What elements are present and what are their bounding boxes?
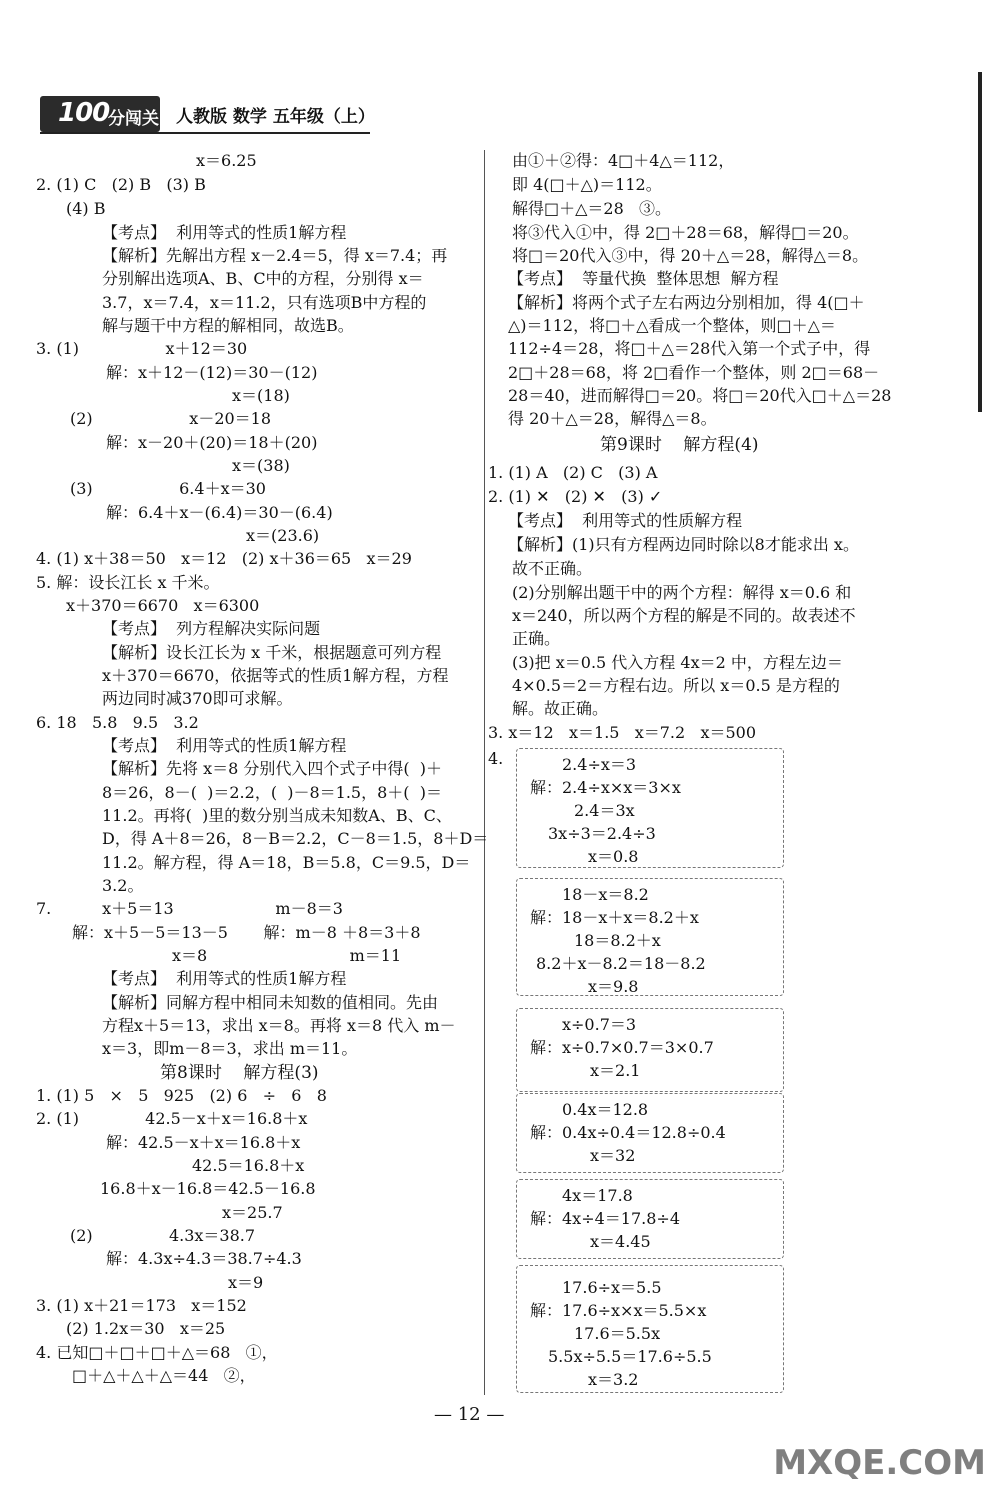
text-line: x＝(23.6) xyxy=(246,526,320,545)
text-line: 解：x＋5－5＝13－5 解：m－8 ＋8＝3＋8 xyxy=(72,923,421,942)
text-line: (2) x－20＝18 xyxy=(70,409,272,428)
page-header xyxy=(40,96,380,132)
solution-box xyxy=(516,748,784,868)
text-line: x＝240，所以两个方程的解是不同的。故表述不 xyxy=(512,606,856,625)
text-line: 解得□＋△＝28 ③。 xyxy=(512,199,672,218)
text-line: x＝6.25 xyxy=(196,151,257,170)
text-line: (3) 6.4＋x＝30 xyxy=(70,479,266,498)
text-line: 将③代入①中，得 2□＋28＝68，解得□＝20。 xyxy=(512,223,859,242)
equation-line: 解：0.4x÷0.4＝12.8÷0.4 xyxy=(530,1123,726,1142)
text-line: 2. (1) ✕ (2) ✕ (3) ✓ xyxy=(488,487,663,506)
text-line: 4. (1) x＋38＝50 x＝12 (2) x＋36＝65 x＝29 xyxy=(36,549,412,568)
text-line: 3.7，x＝7.4，x＝11.2，只有选项B中方程的 xyxy=(102,293,427,312)
page-edge-mark xyxy=(978,72,982,412)
text-line: 11.2。再将( )里的数分别当成未知数A、B、C、 xyxy=(102,806,452,825)
text-line: 【解析】先解出方程 x－2.4＝5，得 x＝7.4；再 xyxy=(102,246,448,265)
text-line: △)＝112，将□＋△看成一个整体，则□＋△＝ xyxy=(508,316,836,335)
text-line: x＝9 xyxy=(228,1273,264,1292)
text-line: 第8课时 解方程(3) xyxy=(160,1063,319,1083)
equation-line: 解：4x÷4＝17.8÷4 xyxy=(530,1209,681,1228)
equation-line: 0.4x＝12.8 xyxy=(562,1100,649,1119)
equation-line: 17.6＝5.5x xyxy=(574,1324,661,1343)
equation-line: 18－x＝8.2 xyxy=(562,885,649,904)
text-line: 2. (1) C (2) B (3) B xyxy=(36,175,206,194)
text-line: 3.2。 xyxy=(102,876,144,895)
text-line: 【解析】将两个式子左右两边分别相加，得 4(□＋ xyxy=(508,293,865,312)
logo-text: 分闯关 xyxy=(108,109,159,129)
text-line: 解：42.5－x＋x＝16.8＋x xyxy=(106,1133,301,1152)
text-line: 16.8＋x－16.8＝42.5－16.8 xyxy=(100,1179,316,1198)
text-line: 将□＝20代入③中，得 20＋△＝28，解得△＝8。 xyxy=(512,246,869,265)
text-line: 2□＋28＝68，将 2□看作一个整体，则 2□＝68－ xyxy=(508,363,880,382)
text-line: 得 20＋△＝28，解得△＝8。 xyxy=(508,409,717,428)
series-logo xyxy=(40,96,160,132)
text-line: x＝25.7 xyxy=(222,1203,283,1222)
text-line: 【解析】(1)只有方程两边同时除以8才能求出 x。 xyxy=(508,535,859,554)
text-line: 【考点】 列方程解决实际问题 xyxy=(102,619,321,638)
text-line: 1. (1) 5 × 5 925 (2) 6 ÷ 6 8 xyxy=(36,1086,327,1105)
book-title: 人教版 数学 五年级（上） xyxy=(176,107,375,127)
equation-line: x＝2.1 xyxy=(590,1061,641,1080)
text-line: x＝8 m＝11 xyxy=(172,946,402,965)
equation-line: 17.6÷x＝5.5 xyxy=(562,1278,662,1297)
text-line: 8＝26，8－( )＝2.2，( )－8＝1.5，8＋( )＝ xyxy=(102,783,442,802)
text-line: 由①＋②得：4□＋4△＝112， xyxy=(512,151,735,170)
equation-line: 解：x÷0.7×0.7＝3×0.7 xyxy=(530,1038,714,1057)
equation-line: x＝4.45 xyxy=(590,1232,651,1251)
equation-line: 8.2＋x－8.2＝18－8.2 xyxy=(536,954,706,973)
text-line: 【解析】设长江长为 x 千米，根据题意可列方程 xyxy=(102,643,442,662)
text-line: (2) 4.3x＝38.7 xyxy=(70,1226,256,1245)
text-line: 112÷4＝28，将□＋△＝28代入第一个式子中，得 xyxy=(508,339,871,358)
text-line: 解：6.4＋x－(6.4)＝30－(6.4) xyxy=(106,503,333,522)
text-line: 【考点】 利用等式的性质1解方程 xyxy=(102,736,347,755)
equation-line: 18＝8.2＋x xyxy=(574,931,661,950)
text-line: (4) B xyxy=(66,199,106,218)
equation-line: 解：17.6÷x×x＝5.5×x xyxy=(530,1301,707,1320)
text-line: 正确。 xyxy=(512,629,561,648)
equation-line: 解：18－x＋x＝8.2＋x xyxy=(530,908,699,927)
text-line: D，得 A＋8＝26，8－B＝2.2，C－8＝1.5，8＋D＝ xyxy=(102,829,489,848)
text-line: 4. 已知□＋□＋□＋△＝68 ①， xyxy=(36,1343,278,1362)
equation-line: 4x＝17.8 xyxy=(562,1186,633,1205)
text-line: 【考点】 利用等式的性质解方程 xyxy=(508,511,743,530)
text-line: 解。故正确。 xyxy=(512,699,609,718)
text-line: 5. 解：设长江长 x 千米。 xyxy=(36,573,220,592)
text-line: 解：x－20＋(20)＝18＋(20) xyxy=(106,433,318,452)
watermark: MXQE.COM xyxy=(773,1443,986,1483)
text-line: 【考点】 利用等式的性质1解方程 xyxy=(102,223,347,242)
text-line: 故不正确。 xyxy=(512,559,593,578)
equation-line: 解：2.4÷x×x＝3×x xyxy=(530,778,681,797)
text-line: (3)把 x＝0.5 代入方程 4x＝2 中，方程左边＝ xyxy=(512,653,843,672)
text-line: 解：4.3x÷4.3＝38.7÷4.3 xyxy=(106,1249,302,1268)
text-line: 第9课时 解方程(4) xyxy=(600,435,759,455)
text-line: 【解析】同解方程中相同未知数的值相同。先由 xyxy=(102,993,439,1012)
text-line: 2. (1) 42.5－x＋x＝16.8＋x xyxy=(36,1109,308,1128)
text-line: x＝3，即m－8＝3，求出 m＝11。 xyxy=(102,1039,358,1058)
text-line: x＋370＝6670 x＝6300 xyxy=(66,596,260,615)
text-line: (2)分别解出题干中的两个方程：解得 x＝0.6 和 xyxy=(512,583,852,602)
text-line: 【解析】先将 x＝8 分别代入四个式子中得( )＋ xyxy=(102,759,443,778)
text-line: 【考点】 等量代换 整体思想 解方程 xyxy=(508,269,779,288)
text-line: 4. xyxy=(488,749,504,768)
column-divider xyxy=(484,150,485,1395)
equation-line: 2.4＝3x xyxy=(574,801,635,820)
page-number: — 12 — xyxy=(434,1404,505,1425)
text-line: 1. (1) A (2) C (3) A xyxy=(488,463,658,482)
text-line: □＋△＋△＋△＝44 ②， xyxy=(72,1366,256,1385)
text-line: 28＝40，进而解得□＝20。将□＝20代入□＋△＝28 xyxy=(508,386,892,405)
text-line: (2) 1.2x＝30 x＝25 xyxy=(66,1319,226,1338)
equation-line: x＝9.8 xyxy=(588,977,639,996)
logo-number: 100 xyxy=(58,98,110,128)
equation-line: 2.4÷x＝3 xyxy=(562,755,637,774)
text-line: 分别解出选项A、B、C中的方程，分别得 x＝ xyxy=(102,269,424,288)
text-line: 即 4(□＋△)＝112。 xyxy=(512,175,662,194)
text-line: x＝(18) xyxy=(232,386,290,405)
text-line: 两边同时减370即可求解。 xyxy=(102,689,293,708)
equation-line: x＝3.2 xyxy=(588,1370,639,1389)
text-line: x＝(38) xyxy=(232,456,290,475)
text-line: 11.2。解方程，得 A＝18，B＝5.8，C＝9.5，D＝ xyxy=(102,853,471,872)
text-line: 3. (1) x＋21＝173 x＝152 xyxy=(36,1296,247,1315)
text-line: x＋370＝6670，依据等式的性质1解方程，方程 xyxy=(102,666,449,685)
equation-line: 5.5x÷5.5＝17.6÷5.5 xyxy=(548,1347,712,1366)
text-line: 解与题干中方程的解相同，故选B。 xyxy=(102,316,354,335)
equation-line: 3x÷3＝2.4÷3 xyxy=(548,824,656,843)
equation-line: x＝32 xyxy=(590,1146,636,1165)
text-line: 7. x＋5＝13 m－8＝3 xyxy=(36,899,343,918)
text-line: 3. x＝12 x＝1.5 x＝7.2 x＝500 xyxy=(488,723,757,742)
text-line: 【考点】 利用等式的性质1解方程 xyxy=(102,969,347,988)
text-line: 3. (1) x＋12＝30 xyxy=(36,339,248,358)
text-line: 解：x＋12－(12)＝30－(12) xyxy=(106,363,318,382)
text-line: 4×0.5＝2＝方程右边。所以 x＝0.5 是方程的 xyxy=(512,676,840,695)
text-line: 方程x＋5＝13，求出 x＝8。再将 x＝8 代入 m－ xyxy=(102,1016,456,1035)
header-rule xyxy=(40,132,370,134)
equation-line: x＝0.8 xyxy=(588,847,639,866)
equation-line: x÷0.7＝3 xyxy=(562,1015,637,1034)
text-line: 42.5＝16.8＋x xyxy=(192,1156,305,1175)
text-line: 6. 18 5.8 9.5 3.2 xyxy=(36,713,199,732)
